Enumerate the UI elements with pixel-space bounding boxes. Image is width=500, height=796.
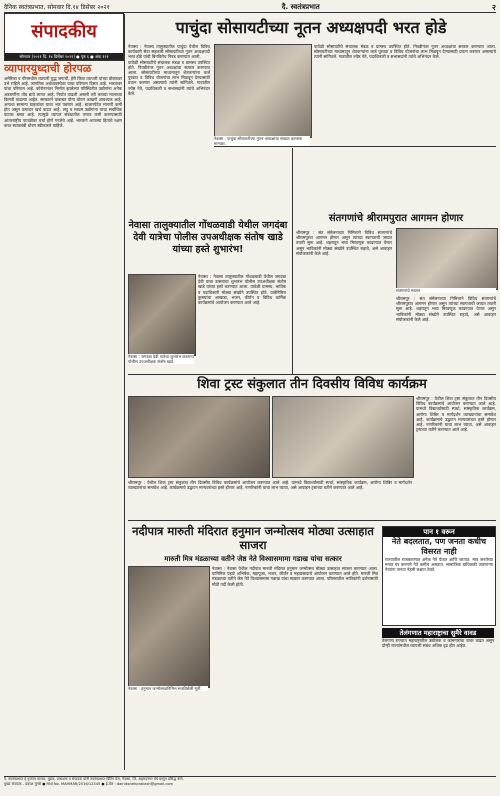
story2-photo (128, 274, 196, 356)
story1-body: यावेळी सोसायटीचे संचालक मंडळ व ग्रामस्थ उपस्थित होते. निवडीनंतर नूतन अध्यक्षांचा सत्कार करण्यात आला. सोसायटीच्या माध्यमातून शेतकऱ्यांना कर्ज पुरवठा व विविध योजनांचा लाभ मिळवून देण्यासाठी प्रयत्न करणार असल्याचे त्यांनी सांगितले. गावातील ज्येष्ठ नेते, पदाधिकारी व सभासदांनी त्यांचे अभिनंदन केले. (314, 44, 496, 60)
editorial-heading: व्यापारयुध्दाची होरपळ (4, 62, 92, 75)
story1-caption: नेवासा : पाचुंदा सोसायटीच्या नूतन अध्यक्षांचा सत्कार करताना मान्यवर. (214, 136, 310, 146)
story5-photo (128, 566, 210, 688)
story1-text: यावेळी सोसायटीचे संचालक मंडळ व ग्रामस्थ उपस्थित होते. निवडीनंतर नूतन अध्यक्षांचा सत्कार करण्यात आला. सोसायटीच्या माध्यमातून शेतकऱ्यांना कर्ज पुरवठा व विविध योजनांचा लाभ मिळवून देण्यासाठी प्रयत्न करणार असल्याचे त्यांनी सांगितले. गावातील ज्येष्ठ नेते, पदाधिकारी व सभासदांनी त्यांचे अभिनंदन केले. (128, 59, 210, 96)
story4-body-2: श्रीरामपूर : येथील शिवा ट्रस्ट संकुलात तीन दिवसीय विविध कार्यक्रमांचे आयोजन करण्यात आले आहे. यामध्ये विद्यार्थ्यांसाठी स्पर्धा, सांस्कृतिक कार्यक्रम, आरोग्य शिबिर व मार्गदर्शन व्याख्यानांचा समावेश आहे. कार्यक्रमाचे उद्घाटन मान्यवरांच्या हस्ते होणार आहे. नागरिकांनी याचा लाभ घ्यावा, असे आवाहन ट्रस्टच्या वतीने करण्यात आले आहे. (128, 480, 412, 491)
box1-title: पान १ वरून (383, 527, 495, 537)
story5-headline: नदीपात्र मारुती मंदिरात हनुमान जन्मोत्सव मोठ्या उत्साहात साजरा (132, 524, 374, 552)
box2-body: तेलंगणा राज्यात महाराष्ट्रातील उद्योजक व कामगारांचा वावर वाढत असून दोन्ही राज्यांमधील व्यापारी संबंध अधिक दृढ होत आहेत. (382, 638, 494, 649)
masthead-subline: सोमवार (२०२१ दि. १४ डिसेंबर २०२१) ● पृष्ठ ६ ● अंक १२१ (5, 53, 123, 60)
story3-body-2: श्रीरामपूर : संत संमेलनाच्या निमित्ताने विविध संतगणांचे श्रीरामपुरात आगमन होणार असून त्यांच्या स्वागताची जय्यत तयारी सुरू आहे. शहरातून भव्य मिरवणूक काढण्यात येणार असून भाविकांनी मोठ्या संख्येने उपस्थित राहावे, असे आवाहन संयोजकांनी केले आहे. (396, 296, 496, 322)
story5-subhead: मारुती मित्र मंडळाच्या वतीने जेष्ठ नेते विश्वासमामा गडाख यांचा सत्कार (164, 555, 342, 563)
story4-side-col (416, 396, 496, 516)
story1-continuation (314, 44, 496, 142)
page-footer (4, 776, 496, 795)
editorial-logo: संपादकीय (31, 21, 97, 42)
story4-body-col (128, 480, 412, 516)
story2-body-col (198, 274, 286, 370)
story3-body-col (296, 230, 392, 372)
story2-caption: नेवासा : जगदंबा देवी यात्रेचा शुभारंभ करताना पोलीस उपअधीक्षक संतोष खाडे. (128, 354, 194, 364)
editorial-masthead (4, 13, 124, 61)
newspaper-name: दै. स्वतंत्रप्रभात (281, 2, 320, 11)
story4-photo-2 (272, 396, 414, 478)
page-number: २ (491, 2, 496, 12)
rule (128, 520, 496, 521)
story5-caption: नेवासा : हनुमान जन्मोत्सवानिमित्त सजविलेली मूर्ती. (128, 686, 208, 691)
main-headline: पाचुंदा सोसायटीच्या नूतन अध्यक्षपदी भरत होडे (175, 18, 447, 37)
story4-photo-1 (128, 396, 270, 478)
footer-imprint: दै. स्वतंत्रप्रभात हे वृत्तपत्र मालक, मुद्रक, प्रकाशक व संपादक यांनी स्वतंत्रप्रभात प्रिंटिंग प्रेस, नेवासा, जि. अहमदनगर येथे छापून प्रसिद्ध केले. (4, 777, 184, 781)
page-header-bar (4, 2, 496, 13)
story3-photo (396, 228, 498, 290)
story3-headline: संतगणांचे श्रीरामपुरात आगमन होणार (328, 213, 464, 224)
box1 (382, 526, 496, 626)
story2-body: नेवासा : नेवासा तालुक्यातील गोंधळवाडी येथील जगदंबा देवी यात्रा उत्सवाचा शुभारंभ पोलीस उपअधीक्षक संतोष खाडे यांच्या हस्ते करण्यात आला. यावेळी ग्रामस्थ, भाविक व पदाधिकारी मोठ्या संख्येने उपस्थित होते. यात्रेनिमित्त कुस्त्यांचा आखाडा, भजन, कीर्तन व विविध धार्मिक कार्यक्रमांचे आयोजन करण्यात आले आहे. (198, 274, 286, 306)
box2 (382, 628, 494, 770)
box1-headline: नेते बदलतात, पण जनता कधीच विसरत नाही (391, 537, 487, 556)
story4-body: श्रीरामपूर : येथील शिवा ट्रस्ट संकुलात तीन दिवसीय विविध कार्यक्रमांचे आयोजन करण्यात आले आहे. यामध्ये विद्यार्थ्यांसाठी स्पर्धा, सांस्कृतिक कार्यक्रम, आरोग्य शिबिर व मार्गदर्शन व्याख्यानांचा समावेश आहे. कार्यक्रमाचे उद्घाटन मान्यवरांच्या हस्ते होणार आहे. नागरिकांनी याचा लाभ घ्यावा, असे आवाहन ट्रस्टच्या वतीने करण्यात आले आहे. (416, 396, 496, 433)
column-divider (124, 14, 125, 770)
issue-date: दैनिक स्वतंत्रप्रभात, सोमवार दि.१४ डिसेंबर २०२१ (4, 4, 110, 11)
story4-headline: शिवा ट्रस्ट संकुलात तीन दिवसीय विविध कार्यक्रम (197, 377, 427, 392)
story5-body: नेवासा : नेवासा येथील नदीपात्र मारुती मंदिरात हनुमान जन्मोत्सव मोठ्या उत्साहात साजरा करण्यात आला. यानिमित्त पहाटे अभिषेक, महापूजा, भजन, कीर्तन व महाप्रसादाचे आयोजन करण्यात आले होते. मारुती मित्र मंडळाच्या वतीने जेष्ठ नेते विश्वासमामा गडाख यांचा सत्कार करण्यात आला. परिसरातील भाविकांनी दर्शनासाठी मोठी गर्दी केली होती. (212, 566, 378, 587)
story3-caption: संतगणांचे स्वागत (396, 288, 496, 293)
story1-dateline: नेवासा : नेवासा तालुक्यातील पाचुंदा येथील विविध कार्यकारी सेवा सहकारी सोसायटीच्या नूतन अध्यक्षपदी भरत होडे यांची बिनविरोध निवड करण्यात आली. (128, 44, 210, 60)
box2-headline: तेलंगणात महाराष्ट्राचा सुमैरे वावड (382, 628, 494, 638)
box1-body: राज्यातील राजकारणात अनेक नेते येतात आणि जातात. मात्र जनतेच्या मनात घर करणारे नेते कमीच असतात. सामाजिक बांधिलकी जपणाऱ्या नेत्यांना जनता नेहमी लक्षात ठेवते. (385, 557, 493, 573)
story5-body-col (212, 566, 378, 772)
footer-contact: मुख्य संपादक - प्रकाश मुंगसे ● RNI No. MAHMAR/2016/12345 ● ई-मेल : dainiksnehprakash@gmail.com (4, 781, 174, 786)
editorial-body: अमेरिका व चीनमधील व्यापारी युद्ध जगाची, हेरी किंवा व्यापारी यांच्या डोक्यावर उभे राहिले आहे. जागतिक अर्थव्यवस्थेवर याचा परिणाम दिसत आहे. भारतावर यांचा परिणाम आहे. कोरोनानंतर निर्माण झालेल्या परिस्थितीत उद्योगांना अनेक अडचणींना तोंड द्यावे लागत आहे. निर्यात वाढली असली तरी कच्च्या मालाच्या किमती वाढल्या आहेत. सरकारने याबाबत योग्य धोरण आखणे आवश्यक आहे. अन्यथा सामान्य ग्राहकांवर याचा भार पडणार आहे. बाजारपेठेत मागणी कमी होत असून उत्पादन खर्च वाढत आहे. लघु व मध्यम उद्योगांना याचा सर्वाधिक फटका बसत आहे. त्यामुळे व्यापार संबंधातील तणाव कमी करण्यासाठी आंतरराष्ट्रीय पातळीवर चर्चा होणे गरजेचे आहे. भारताने आपल्या हितांचे रक्षण करत स्वावलंबी धोरण स्वीकारले पाहिजे. (4, 76, 122, 128)
story2-headline: नेवासा तालुक्यातील गोंधळवाडी येथील जगदंबा देवी यात्रेचा पोलीस उपअधीक्षक संतोष खाडे यांच्या हस्ते शुभारंभ! (128, 220, 288, 255)
column-divider (292, 148, 293, 374)
editorial-column (4, 62, 122, 770)
story3-continuation (396, 296, 496, 372)
rule (128, 374, 496, 375)
story1-photo (214, 44, 312, 138)
story3-body: श्रीरामपूर : संत संमेलनाच्या निमित्ताने विविध संतगणांचे श्रीरामपुरात आगमन होणार असून त्यांच्या स्वागताची जय्यत तयारी सुरू आहे. शहरातून भव्य मिरवणूक काढण्यात येणार असून भाविकांनी मोठ्या संख्येने उपस्थित राहावे, असे आवाहन संयोजकांनी केले आहे. (296, 230, 392, 256)
rule (214, 146, 496, 147)
